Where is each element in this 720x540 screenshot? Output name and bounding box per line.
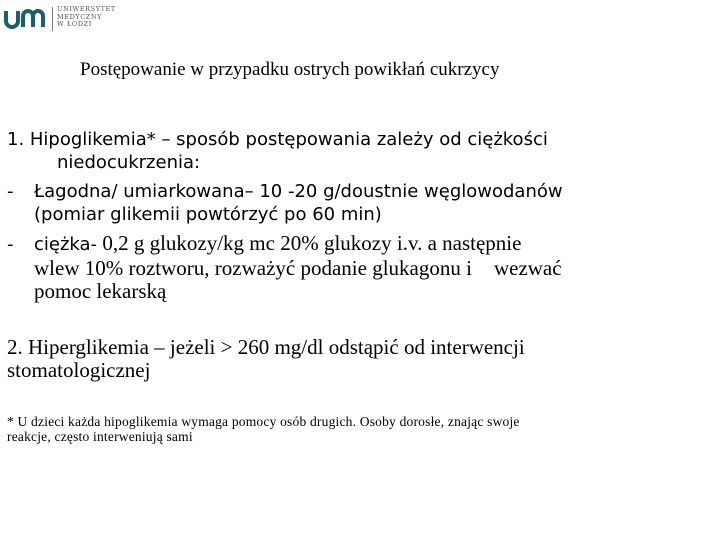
um-logo-mark-icon (4, 7, 48, 29)
university-logo (4, 5, 134, 33)
logo-divider (52, 7, 53, 31)
bullet-severe-line-2-end: wezwać (493, 256, 562, 280)
hypoglycemia-heading-line-2: niedocukrzenia: (57, 152, 201, 173)
bullet-severe-line-2: wlew 10% roztworu, rozważyć podanie glukagonu i (34, 256, 472, 280)
bullet-severe (7, 232, 562, 303)
footnote-line-2: reakcje, często interweniują sami (7, 429, 193, 444)
bullet-marker: - (7, 181, 14, 202)
university-name (57, 6, 116, 29)
bullet-severe-lead: ciężka- (34, 234, 98, 255)
footnote-line-1: * U dzieci każda hipoglikemia wymaga pomocy osób drugich. Osoby dorosłe, znając swoje (7, 414, 520, 429)
university-name-line-3: W ŁODZI (57, 20, 92, 28)
footnote (7, 414, 520, 444)
university-name-line-1: UNIWERSYTET (57, 5, 116, 13)
bullet-severe-line-3: pomoc lekarską (34, 279, 167, 303)
bullet-mild-line-2: (pomiar glikemii powtórzyć po 60 min) (34, 204, 382, 225)
bullet-mild (7, 180, 563, 226)
bullet-mild-line-1: Łagodna/ umiarkowana– 10 -20 g/doustnie węglowodanów (34, 181, 563, 202)
slide-title: Postępowanie w przypadku ostrych powikłań cukrzycy (80, 59, 500, 80)
university-name-line-2: MEDYCZNY (57, 12, 103, 21)
section-hyperglycemia (7, 336, 525, 382)
hypoglycemia-heading-line-1: 1. Hipoglikemia* – sposób postępowania zależy od ciężkości (7, 129, 548, 150)
section-hypoglycemia-heading (7, 128, 548, 174)
hyperglycemia-line-2: stomatologicznej (7, 358, 151, 382)
bullet-marker: - (7, 234, 14, 255)
hyperglycemia-line-1: 2. Hiperglikemia – jeżeli > 260 mg/dl odstąpić od interwencji (7, 335, 525, 359)
bullet-severe-line-1: 0,2 g glukozy/kg mc 20% glukozy i.v. a następnie (97, 231, 522, 255)
